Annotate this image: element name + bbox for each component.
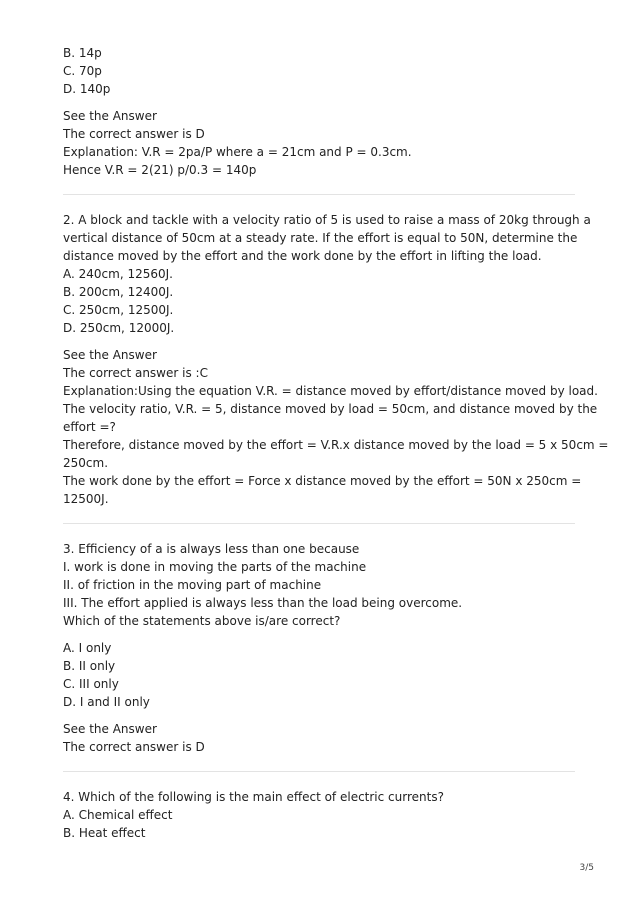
page-number: 3/5 [579,863,594,873]
q1-answer [63,107,575,179]
answer-line: Explanation:Using the equation V.R. = distance moved by effort/distance moved by load. [63,384,598,398]
q3-answer [63,720,575,756]
question-text: 3. Efficiency of a is always less than one because [63,542,360,556]
option-a: A. 240cm, 12560J. [63,267,173,281]
q2 [63,211,591,337]
option-d: D. 140p [63,82,111,96]
answer-line: Therefore, distance moved by the effort = V.R.x distance moved by the load = 5 x 50cm = [63,438,609,452]
q1-options [63,44,575,98]
q3-question [63,540,575,630]
q4 [63,788,575,842]
option-c: C. 70p [63,64,102,78]
option-a: A. I only [63,641,112,655]
q2-answer [63,346,609,508]
question-text: 2. A block and tackle with a velocity ratio of 5 is used to raise a mass of 20kg through a [63,213,591,227]
page-content [63,44,609,842]
divider [63,194,575,195]
answer-line: The correct answer is :C [63,366,208,380]
option-b: B. 14p [63,46,102,60]
q3-options [63,639,575,711]
divider [63,523,575,524]
question-text: Which of the statements above is/are correct? [63,614,341,628]
option-c: C. 250cm, 12500J. [63,303,174,317]
answer-line: The velocity ratio, V.R. = 5, distance moved by load = 50cm, and distance moved by the [63,402,598,416]
see-answer-link[interactable]: See the Answer [63,109,157,123]
answer-line: effort =? [63,420,116,434]
option-b: B. Heat effect [63,826,146,840]
divider [63,771,575,772]
answer-line: The correct answer is D [63,127,205,141]
option-a: A. Chemical effect [63,808,173,822]
question-text: 4. Which of the following is the main effect of electric currents? [63,790,444,804]
answer-line: 250cm. [63,456,109,470]
option-d: D. I and II only [63,695,150,709]
question-text: I. work is done in moving the parts of the machine [63,560,367,574]
option-b: B. 200cm, 12400J. [63,285,174,299]
see-answer-link[interactable]: See the Answer [63,348,157,362]
answer-line: Hence V.R = 2(21) p/0.3 = 140p [63,163,257,177]
answer-line: 12500J. [63,492,109,506]
answer-line: The work done by the effort = Force x distance moved by the effort = 50N x 250cm = [63,474,582,488]
question-text: II. of friction in the moving part of machine [63,578,322,592]
question-text: vertical distance of 50cm at a steady rate. If the effort is equal to 50N, determine the [63,231,578,245]
option-c: C. III only [63,677,119,691]
option-d: D. 250cm, 12000J. [63,321,175,335]
question-text: III. The effort applied is always less than the load being overcome. [63,596,463,610]
see-answer-link[interactable]: See the Answer [63,722,157,736]
answer-line: The correct answer is D [63,740,205,754]
option-b: B. II only [63,659,116,673]
question-text: distance moved by the effort and the work done by the effort in lifting the load. [63,249,542,263]
answer-line: Explanation: V.R = 2pa/P where a = 21cm and P = 0.3cm. [63,145,412,159]
